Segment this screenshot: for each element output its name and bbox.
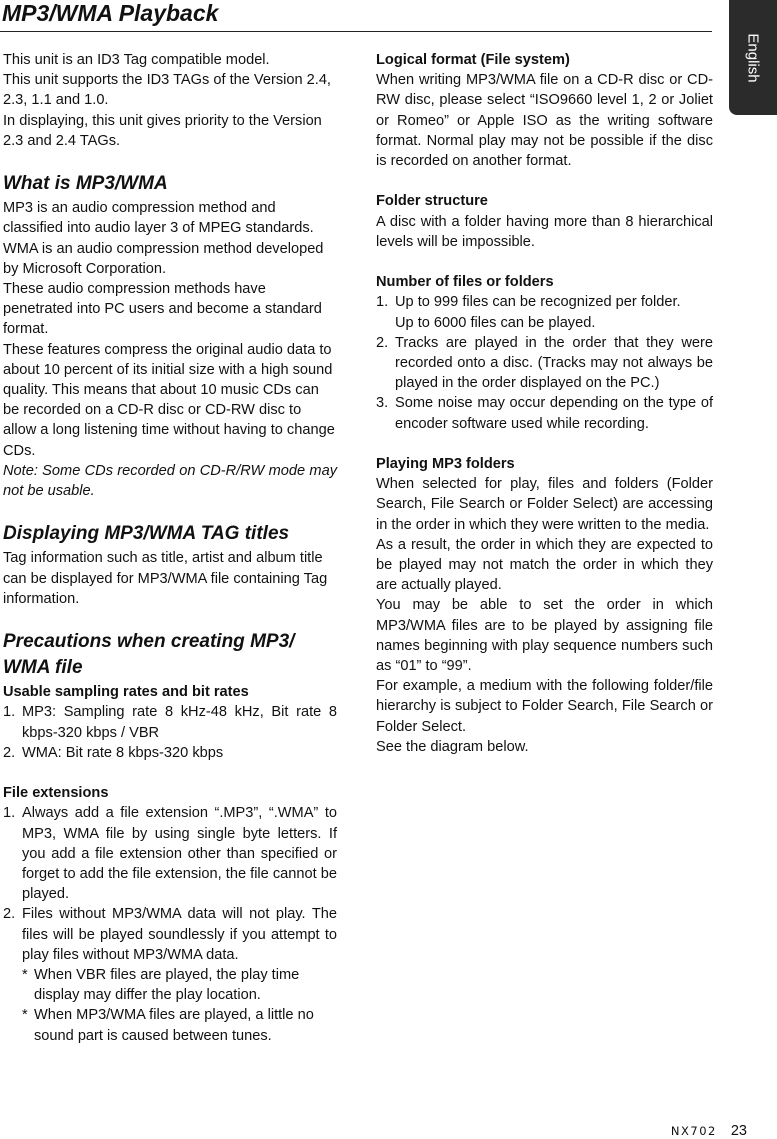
subheading-rates: Usable sampling rates and bit rates <box>3 684 249 701</box>
subheading-playing-folders: Playing MP3 folders <box>376 456 515 473</box>
list-number: 1. <box>3 805 16 822</box>
what-paragraph: WMA is an audio compression method developed by Microsoft Corporation. <box>3 240 324 277</box>
list-item <box>376 393 713 433</box>
folder-structure-paragraph: A disc with a folder having more than 8 hierarchical levels will be impossible. <box>376 213 713 250</box>
intro-line: This unit is an ID3 Tag compatible model. <box>3 52 270 68</box>
title-divider <box>0 31 712 32</box>
what-paragraph: These audio compression methods have penetrated into PC users and become a standard format. <box>3 281 322 338</box>
list-item <box>3 702 337 742</box>
page-footer <box>671 1123 747 1139</box>
list-text: Tracks are played in the order that they were recorded onto a disc. (Tracks may not always be played in the order displayed on the PC.) <box>395 334 713 392</box>
subheading-folder-structure: Folder structure <box>376 193 488 210</box>
list-number: 1. <box>3 704 16 721</box>
asterisk-note <box>3 965 337 1005</box>
page-title: MP3/WMA Playback <box>2 0 219 26</box>
section-heading-what: What is MP3/WMA <box>3 173 168 195</box>
subheading-logical-format: Logical format (File system) <box>376 52 570 68</box>
list-subtext: Up to 6000 files can be played. <box>395 314 596 331</box>
logical-format-paragraph: When writing MP3/WMA file on a CD-R disc or CD-RW disc, please select “ISO9660 level 1, 2 or Joliet or Romeo” or Apple ISO as the writing software format. Normal play may not be possible if the disc is recorded on another format. <box>376 72 713 170</box>
section-heading-tag: Displaying MP3/WMA TAG titles <box>3 523 290 545</box>
asterisk-mark: * <box>22 1007 28 1024</box>
tag-paragraph: Tag information such as title, artist and album title can be displayed for MP3/WMA file containing Tag information. <box>3 550 328 607</box>
list-item <box>3 904 337 965</box>
subheading-extensions: File extensions <box>3 785 109 802</box>
playing-paragraph: You may be able to set the order in which MP3/WMA files are to be played by assigning file names beginning with play sequence numbers such as “01” to “99”. <box>376 597 713 675</box>
list-item <box>376 292 713 312</box>
intro-line: In displaying, this unit gives priority to the Version 2.3 and 2.4 TAGs. <box>3 112 322 149</box>
intro-line: This unit supports the ID3 TAGs of the Version 2.4, 2.3, 1.1 and 1.0. <box>3 72 331 109</box>
list-item <box>3 803 337 904</box>
what-paragraph: MP3 is an audio compression method and classified into audio layer 3 of MPEG standards. <box>3 200 314 237</box>
page-number: 23 <box>730 1123 747 1139</box>
list-text: WMA: Bit rate 8 kbps-320 kbps <box>22 744 224 761</box>
playing-paragraph: See the diagram below. <box>376 738 529 755</box>
list-text: Files without MP3/WMA data will not play. The files will be played soundlessly if you attempt to play files without MP3/WMA data. <box>22 906 337 963</box>
asterisk-note <box>3 1005 337 1045</box>
asterisk-note-text: When MP3/WMA files are played, a little no sound part is caused between tunes. <box>34 1007 314 1044</box>
list-number: 3. <box>376 395 389 412</box>
list-number: 2. <box>3 744 16 761</box>
asterisk-mark: * <box>22 967 28 984</box>
asterisk-note-text: When VBR files are played, the play time display may differ the play location. <box>34 967 300 1004</box>
list-number: 1. <box>376 294 389 311</box>
language-tab <box>729 0 777 115</box>
list-item <box>3 743 337 763</box>
right-column <box>376 50 713 757</box>
list-text: Always add a file extension “.MP3”, “.WMA” to MP3, WMA file by using single byte letters. If you add a file extension other than specified or forget to add the file extension, the file cannot be played. <box>22 805 337 903</box>
list-number: 2. <box>376 334 389 351</box>
list-text: Up to 999 files can be recognized per folder. <box>395 294 681 311</box>
list-text: MP3: Sampling rate 8 kHz-48 kHz, Bit rate 8 kbps-320 kbps / VBR <box>22 704 337 741</box>
section-heading-precautions: Precautions when creating MP3/ WMA file <box>3 631 295 679</box>
what-paragraph: These features compress the original audio data to about 10 percent of its initial size with a high sound quality. This means that about 10 music CDs can be recorded on a CD-R disc or CD-RW disc to allow a long listening time without having to change CDs. <box>3 341 335 459</box>
subheading-number-of-files: Number of files or folders <box>376 274 554 291</box>
playing-paragraph: When selected for play, files and folders (Folder Search, File Search or Folder Select) are accessing in the order in which they were written to the media. <box>376 476 713 533</box>
what-note: Note: Some CDs recorded on CD-R/RW mode may not be usable. <box>3 462 337 500</box>
list-number: 2. <box>3 906 16 923</box>
list-item <box>376 333 713 394</box>
list-text: Some noise may occur depending on the type of encoder software used while recording. <box>395 395 713 432</box>
language-tab-label: English <box>744 32 762 83</box>
playing-paragraph: For example, a medium with the following folder/file hierarchy is subject to Folder Search, File Search or Folder Select. <box>376 678 713 735</box>
playing-paragraph: As a result, the order in which they are expected to be played may not match the order in which they are actually played. <box>376 536 713 594</box>
left-column <box>3 50 337 1046</box>
model-number: NX702 <box>670 1124 717 1138</box>
